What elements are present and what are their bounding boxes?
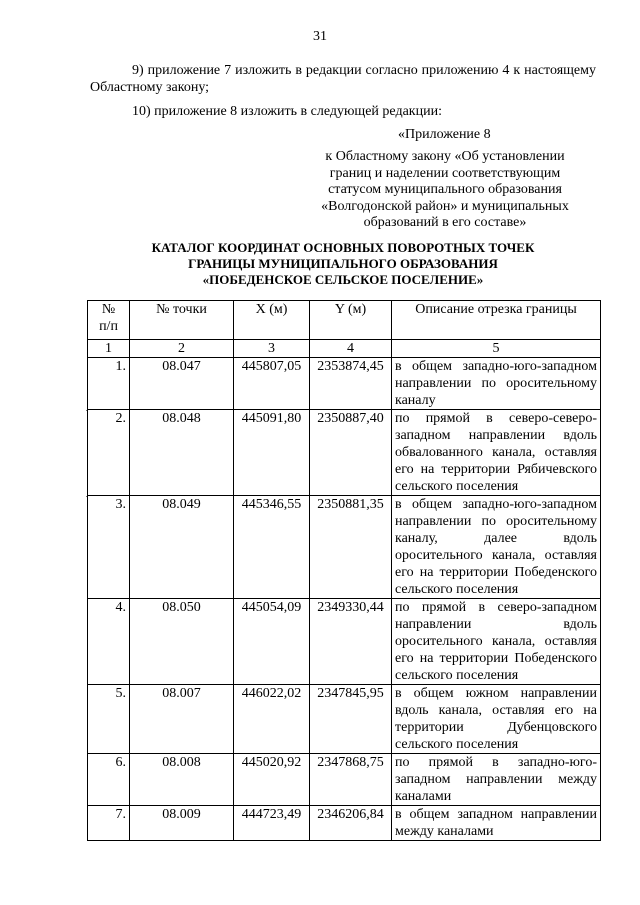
row-number: 3.	[88, 496, 130, 599]
column-number: 1	[88, 340, 130, 358]
row-number: 4.	[88, 599, 130, 685]
segment-description: по прямой в западно-юго-западном направлении между каналами	[392, 754, 601, 806]
table-row	[88, 685, 601, 754]
row-number: 1.	[88, 358, 130, 410]
appendix-line: границ и наделении соответствующим	[329, 165, 561, 181]
appendix-line: образований в его составе»	[363, 215, 527, 230]
segment-description: в общем западно-юго-западном направлении по оросительному каналу	[392, 358, 601, 410]
point-id: 08.047	[130, 358, 234, 410]
row-number: 2.	[88, 410, 130, 496]
point-id: 08.049	[130, 496, 234, 599]
table-row	[88, 358, 601, 410]
column-number: 4	[310, 340, 392, 358]
y-coordinate: 2346206,84	[310, 806, 392, 841]
row-number: 5.	[88, 685, 130, 754]
segment-description: в общем западном направлении между каналами	[392, 806, 601, 841]
coordinates-table	[87, 300, 601, 841]
column-number: 2	[130, 340, 234, 358]
x-coordinate: 445807,05	[234, 358, 310, 410]
table-row	[88, 496, 601, 599]
segment-description: по прямой в северо-западном направлении вдоль оросительного канала, оставляя его на территории Победенского сельского поселения	[392, 599, 601, 685]
header-description: Описание отрезка границы	[392, 301, 601, 340]
column-number: 3	[234, 340, 310, 358]
paragraph-item-9: 9) приложение 7 изложить в редакции согласно приложению 4 к настоящему Областному закону;	[90, 63, 596, 95]
point-id: 08.048	[130, 410, 234, 496]
x-coordinate: 445020,92	[234, 754, 310, 806]
catalog-heading-line: «ПОБЕДЕНСКОЕ СЕЛЬСКОЕ ПОСЕЛЕНИЕ»	[202, 272, 484, 287]
row-number: 7.	[88, 806, 130, 841]
appendix-line: к Областному закону «Об установлении	[325, 149, 565, 164]
page-number: 31	[313, 29, 327, 44]
catalog-heading	[90, 240, 596, 288]
header-number-line: №	[101, 302, 116, 317]
segment-description: в общем западно-юго-западном направлении по оросительному каналу, далее вдоль оросительного канала, оставляя его на территории Победенского сельского поселения	[392, 496, 601, 599]
point-id: 08.050	[130, 599, 234, 685]
table-row	[88, 754, 601, 806]
table-row	[88, 599, 601, 685]
y-coordinate: 2347845,95	[310, 685, 392, 754]
x-coordinate: 445054,09	[234, 599, 310, 685]
appendix-line: «Волгодонской район» и муниципальных	[321, 198, 569, 214]
header-number	[88, 301, 130, 340]
table-row	[88, 806, 601, 841]
y-coordinate: 2347868,75	[310, 754, 392, 806]
header-point: № точки	[130, 301, 234, 340]
x-coordinate: 445346,55	[234, 496, 310, 599]
segment-description: в общем южном направлении вдоль канала, оставляя его на территории Дубенцовского сельского поселения	[392, 685, 601, 754]
column-number: 5	[392, 340, 601, 358]
table-header-row	[88, 301, 601, 340]
row-number: 6.	[88, 754, 130, 806]
point-id: 08.009	[130, 806, 234, 841]
catalog-heading-line: КАТАЛОГ КООРДИНАТ ОСНОВНЫХ ПОВОРОТНЫХ ТОЧЕК	[151, 240, 535, 255]
appendix-title: «Приложение 8	[398, 127, 491, 142]
header-x: X (м)	[234, 301, 310, 340]
header-y: Y (м)	[310, 301, 392, 340]
paragraph-item-10: 10) приложение 8 изложить в следующей редакции:	[132, 104, 442, 119]
x-coordinate: 446022,02	[234, 685, 310, 754]
segment-description: по прямой в северо-северо-западном направлении вдоль обвалованного канала, оставляя его на территории Рябичевского сельского поселения	[392, 410, 601, 496]
column-number-row	[88, 340, 601, 358]
catalog-heading-line: ГРАНИЦЫ МУНИЦИПАЛЬНОГО ОБРАЗОВАНИЯ	[188, 256, 498, 271]
y-coordinate: 2353874,45	[310, 358, 392, 410]
header-number-line: п/п	[99, 319, 118, 334]
y-coordinate: 2350887,40	[310, 410, 392, 496]
x-coordinate: 445091,80	[234, 410, 310, 496]
appendix-line: статусом муниципального образования	[328, 182, 562, 197]
appendix-description	[296, 149, 594, 232]
y-coordinate: 2349330,44	[310, 599, 392, 685]
x-coordinate: 444723,49	[234, 806, 310, 841]
point-id: 08.007	[130, 685, 234, 754]
point-id: 08.008	[130, 754, 234, 806]
table-row	[88, 410, 601, 496]
y-coordinate: 2350881,35	[310, 496, 392, 599]
